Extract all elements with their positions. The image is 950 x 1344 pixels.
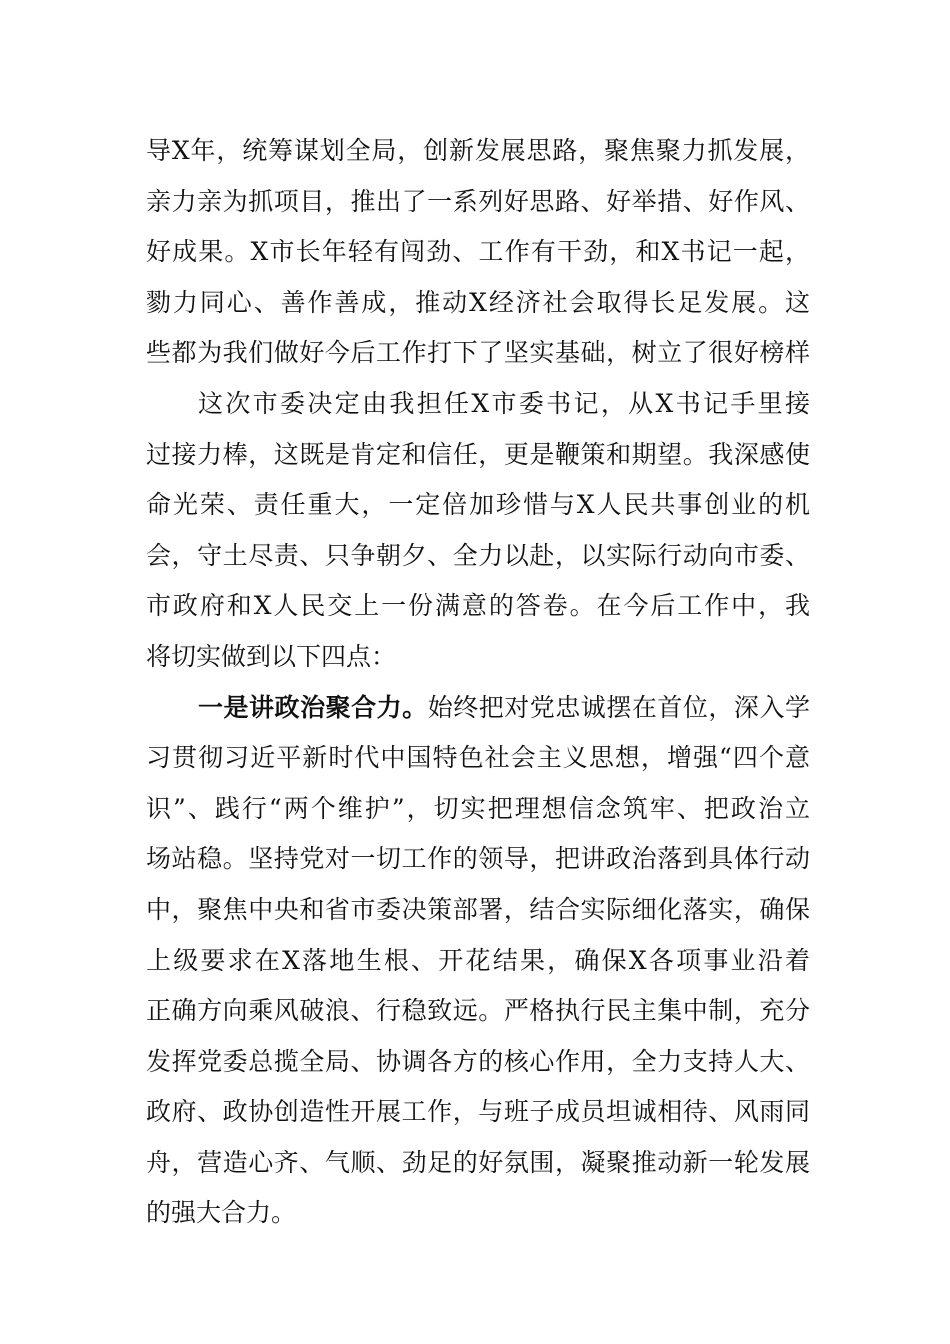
paragraph-2 <box>146 379 810 683</box>
text-line: 将切实做到以下四点： <box>146 641 397 671</box>
text-segment: 始终把对党忠诚摆在首位，深入学 <box>427 692 810 722</box>
text-line: 中，聚焦中央和省市委决策部署，结合实际细化落实，确保 <box>146 894 810 924</box>
text-line: 发挥党委总揽全局、协调各方的核心作用，全力支持人大、 <box>146 1046 810 1076</box>
text-line: 场站稳。坚持党对一切工作的领导，把讲政治落到具体行动 <box>146 844 810 874</box>
document-body <box>146 126 810 1239</box>
text-line: 政府、政协创造性开展工作，与班子成员坦诚相待、风雨同 <box>146 1097 810 1127</box>
text-line: 些都为我们做好今后工作打下了坚实基础，树立了很好榜样 <box>146 338 810 368</box>
text-line <box>146 683 810 734</box>
text-line: 导X年，统筹谋划全局，创新发展思路，聚焦聚力抓发展， <box>146 136 810 165</box>
text-line: 亲力亲为抓项目，推出了一系列好思路、好举措、好作风、 <box>146 186 810 216</box>
paragraph-lead-heading: 一是讲政治聚合力。 <box>198 692 428 722</box>
text-line: 勠力同心、善作善成，推动X经济社会取得长足发展。这 <box>146 287 810 317</box>
text-line: 习贯彻习近平新时代中国特色社会主义思想，增强“四个意 <box>146 743 810 773</box>
text-line: 这次市委决定由我担任X市委书记，从X书记手里接 <box>198 388 810 418</box>
text-line: 会，守土尽责、只争朝夕、全力以赴，以实际行动向市委、 <box>146 540 810 570</box>
paragraph-3 <box>146 683 810 1240</box>
text-line: 市政府和X人民交上一份满意的答卷。在今后工作中，我 <box>146 591 810 621</box>
paragraph-1 <box>146 126 810 379</box>
text-line: 的强大合力。 <box>146 1198 297 1228</box>
text-line: 过接力棒，这既是肯定和信任，更是鞭策和期望。我深感使 <box>146 439 810 469</box>
text-line: 上级要求在X落地生根、开花结果，确保X各项事业沿着 <box>146 945 810 975</box>
text-line: 识”、践行“两个维护”，切实把理想信念筑牢、把政治立 <box>146 793 810 823</box>
text-line: 好成果。X市长年轻有闯劲、工作有干劲，和X书记一起， <box>146 237 810 267</box>
text-line: 正确方向乘风破浪、行稳致远。严格执行民主集中制，充分 <box>146 996 810 1026</box>
text-line: 舟，营造心齐、气顺、劲足的好氛围，凝聚推动新一轮发展 <box>146 1147 810 1177</box>
text-line: 命光荣、责任重大，一定倍加珍惜与X人民共事创业的机 <box>146 490 810 520</box>
